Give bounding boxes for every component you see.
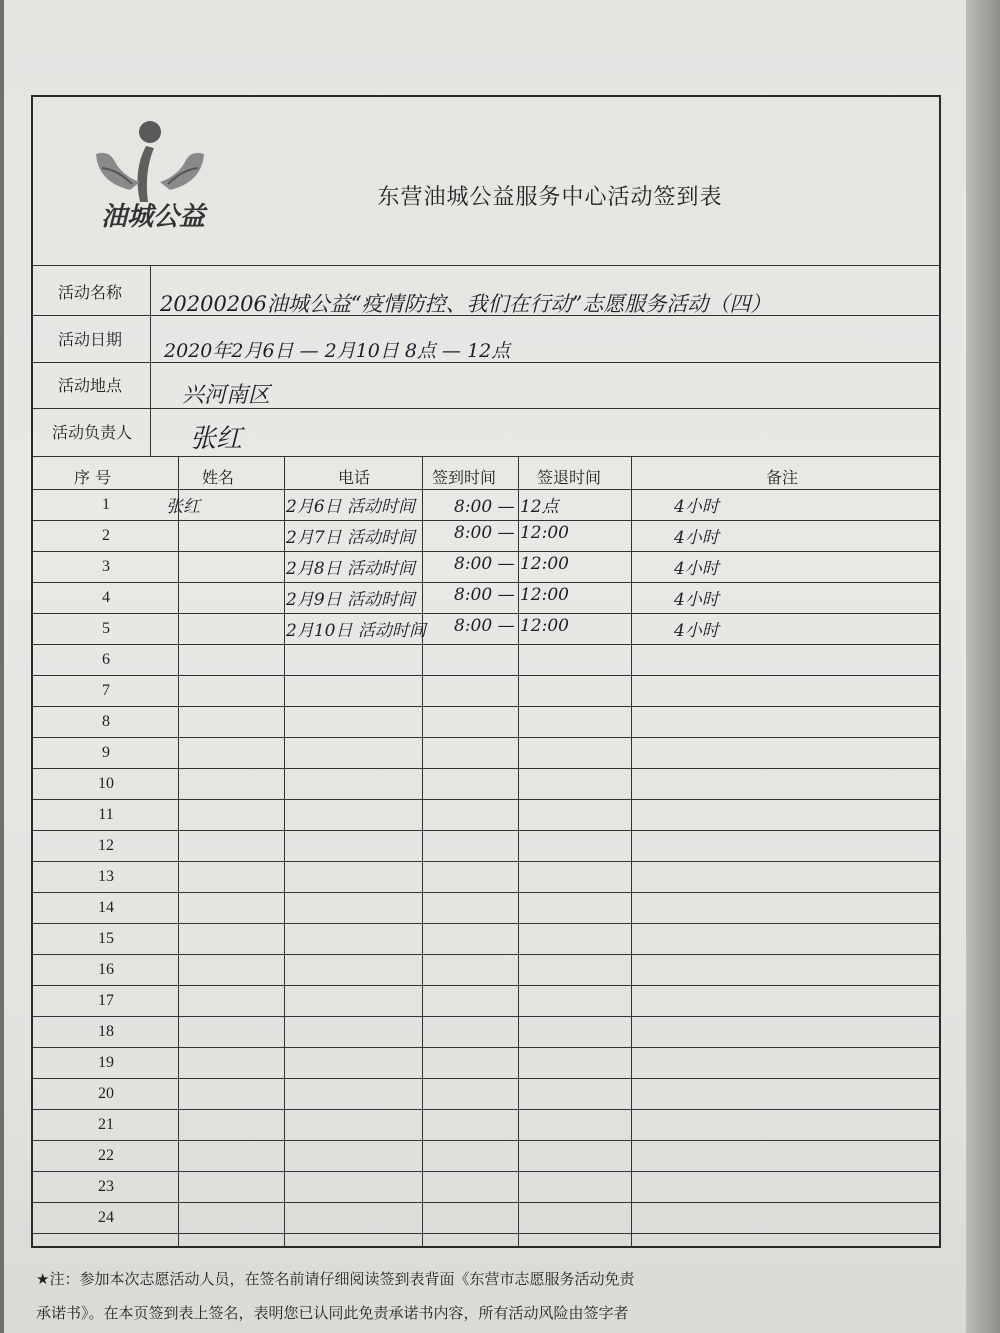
paper-stack-edge [966, 0, 1000, 1333]
grid-vline-col-3 [518, 456, 519, 1248]
grid-row-line-17 [32, 1016, 940, 1017]
grid-row-line-23 [32, 1202, 940, 1203]
header-remarks: 备注 [766, 468, 799, 487]
grid-row-line-2 [32, 551, 940, 552]
grid-row-line-3 [32, 582, 940, 583]
grid-row-line-12 [32, 861, 940, 862]
row-note: 4小时 [674, 528, 719, 548]
row-note: 4小时 [674, 559, 719, 579]
grid-hline-3 [32, 408, 940, 409]
row-number: 8 [102, 713, 110, 730]
grid-row-line-20 [32, 1109, 940, 1110]
activity-leader-value: 张红 [190, 424, 243, 454]
grid-row-line-19 [32, 1078, 940, 1079]
row-number: 17 [98, 992, 114, 1009]
grid-row-line-8 [32, 737, 940, 738]
row-number: 4 [102, 589, 110, 606]
grid-row-line-16 [32, 985, 940, 986]
row-note: 4小时 [674, 621, 719, 641]
activity-name-label: 活动名称 [58, 283, 123, 302]
row-phone: 2月7日 活动时间 [286, 528, 416, 548]
row-time: 8:00 — 12:00 [454, 616, 569, 636]
grid-row-line-7 [32, 706, 940, 707]
row-name: 张红 [166, 497, 200, 517]
row-note: 4小时 [674, 590, 719, 610]
grid-vline-col-2 [422, 456, 423, 1248]
row-number: 12 [98, 837, 114, 854]
row-phone: 2月8日 活动时间 [286, 559, 416, 579]
grid-hline-5 [32, 489, 940, 490]
grid-hline-4 [32, 456, 940, 457]
row-number: 5 [102, 620, 110, 637]
row-number: 9 [102, 744, 110, 761]
activity-place-label: 活动地点 [58, 376, 123, 395]
grid-row-line-4 [32, 613, 940, 614]
activity-date-value: 2020年2月6日 — 2月10日 8点 — 12点 [164, 340, 511, 362]
row-number: 19 [98, 1054, 114, 1071]
grid-vline-col-0 [178, 456, 179, 1248]
grid-row-line-13 [32, 892, 940, 893]
grid-vline-label [150, 265, 151, 456]
grid-hline-0 [32, 265, 940, 266]
row-number: 11 [98, 806, 114, 823]
grid-row-line-6 [32, 675, 940, 676]
grid-row-line-24 [32, 1233, 940, 1234]
form-title: 东营油城公益服务中心活动签到表 [377, 185, 723, 210]
row-number: 6 [102, 651, 110, 668]
row-time: 8:00 — 12:00 [454, 523, 569, 543]
grid-row-line-10 [32, 799, 940, 800]
grid-row-line-18 [32, 1047, 940, 1048]
row-number: 3 [102, 558, 110, 575]
activity-place-value: 兴河南区 [182, 383, 271, 408]
grid-row-line-15 [32, 954, 940, 955]
row-number: 2 [102, 527, 110, 544]
grid-row-line-21 [32, 1140, 940, 1141]
row-note: 4小时 [674, 497, 719, 517]
row-phone: 2月9日 活动时间 [286, 590, 416, 610]
row-time: 8:00 — 12:00 [454, 554, 569, 574]
row-number: 10 [98, 775, 114, 792]
row-phone: 2月10日 活动时间 [286, 621, 426, 641]
activity-leader-label: 活动负责人 [52, 423, 133, 442]
grid-row-line-1 [32, 520, 940, 521]
footnote-line-1: ★注：参加本次志愿活动人员，在签名前请仔细阅读签到表背面《东营市志愿服务活动免责 [36, 1270, 635, 1288]
grid-row-line-14 [32, 923, 940, 924]
grid-vline-col-4 [631, 456, 632, 1248]
row-number: 13 [98, 868, 114, 885]
grid-row-line-9 [32, 768, 940, 769]
row-number: 15 [98, 930, 114, 947]
row-time: 8:00 — 12:00 [454, 585, 569, 605]
row-number: 1 [102, 496, 110, 513]
row-number: 7 [102, 682, 110, 699]
footnote-line-2: 承诺书》。在本页签到表上签名，表明您已认同此免责承诺书内容，所有活动风险由签字者 [36, 1304, 629, 1322]
row-time: 8:00 — 12点 [454, 497, 559, 517]
row-phone: 2月6日 活动时间 [286, 497, 416, 517]
grid-row-line-5 [32, 644, 940, 645]
header-phone: 电话 [338, 468, 371, 487]
row-number: 23 [98, 1178, 114, 1195]
row-number: 24 [98, 1209, 114, 1226]
row-number: 20 [98, 1085, 114, 1102]
header-name: 姓名 [202, 468, 235, 487]
row-number: 16 [98, 961, 114, 978]
row-number: 22 [98, 1147, 114, 1164]
form-frame [31, 95, 941, 1248]
grid-row-line-11 [32, 830, 940, 831]
grid-vline-col-1 [284, 456, 285, 1248]
row-number: 21 [98, 1116, 114, 1133]
activity-date-label: 活动日期 [58, 330, 123, 349]
header-sign-in: 签到时间 [432, 468, 497, 487]
row-number: 14 [98, 899, 114, 916]
header-no: 序 号 [74, 468, 112, 487]
header-sign-out: 签退时间 [537, 468, 602, 487]
logo-text: 油城公益 [100, 202, 205, 232]
grid-row-line-22 [32, 1171, 940, 1172]
activity-name-value: 20200206油城公益“疫情防控、我们在行动”志愿服务活动（四） [160, 292, 772, 316]
row-number: 18 [98, 1023, 114, 1040]
